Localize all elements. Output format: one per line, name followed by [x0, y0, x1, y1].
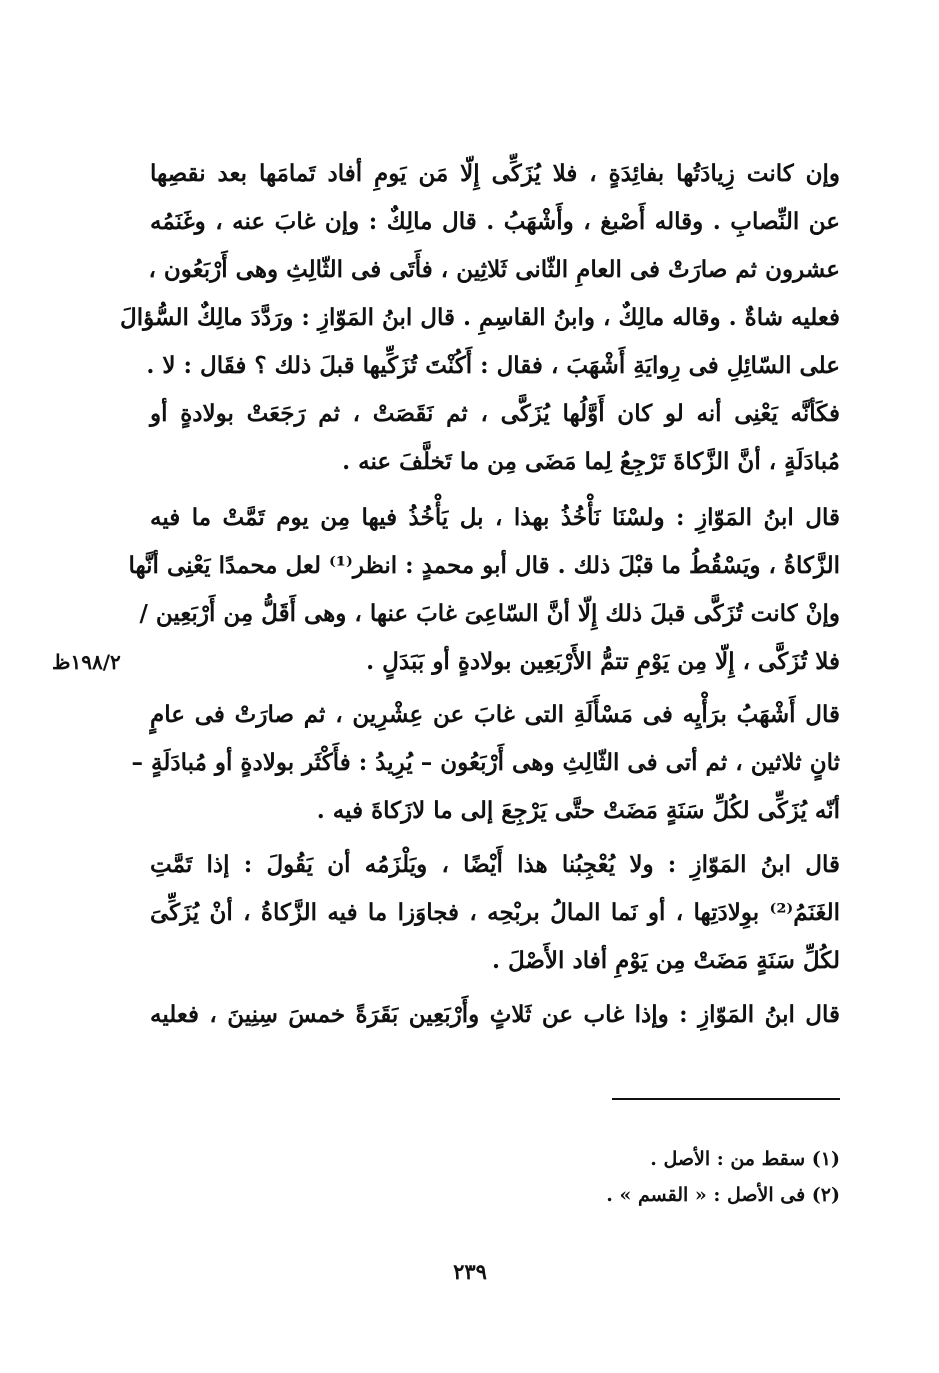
text-line: عشرون ثم صارَتْ فى العامِ الثّانى ثَلاثِين ، فأَتَى فى الثّالِثِ وهى أَرْبَعُون ، — [148, 256, 840, 283]
paragraph-3 — [131, 691, 840, 835]
paragraph-4 — [150, 841, 840, 985]
text-line: الغَنَمُ⁽²⁾ بوِلادَتِها ، أو نَما المالُ بربْحِه ، فجاوَزا ما فيه الزَّكاةُ ، أنْ يُزَكِّىَ — [150, 899, 840, 926]
text-line: قال ابنُ المَوّازِ : ولا يُعْجِبُنا هذا أَيْضًا ، ويَلْزَمُه أن يَقُولَ : إذا تَمَّتِ — [150, 851, 840, 878]
footnote-divider — [612, 1098, 840, 1100]
footnote-1: (١) سقط من : الأصل . — [650, 1148, 840, 1170]
text-line: فلا تُزَكَّى ، إِلّا مِن يَوْمِ تتمُّ الأَرْبَعِين بولادةٍ أو بَبَدَلٍ . — [366, 648, 840, 675]
text-line: فكَأنَّه يَعْنِى أنه لو كان أَوَّلُها يُزَكَّى ، ثم نَقَصَتْ ، ثم رَجَعَتْ بولادةٍ أو — [150, 400, 840, 427]
text-line: وإن كانت زِيادَتُها بفائِدَةٍ ، فلا يُزَكِّى إِلّا مَن يَومِ أفاد تَمامَها بعد نقصِها — [150, 160, 840, 187]
paragraph-2 — [128, 494, 840, 686]
text-line: أنّه يُزَكِّى لكُلِّ سَنَةٍ مَضَتْ حتَّى يَرْجِعَ إلى ما لازَكاةَ فيه . — [316, 797, 840, 824]
text-line: قال ابنُ المَوّازِ : ولسْنَا نَأْخُذُ بهذا ، بل يَأْخُذُ فيها مِن يوم تَمَّتْ ما فيه — [150, 504, 840, 531]
footnote-2: (٢) فى الأصل : « القسم » . — [606, 1184, 840, 1206]
margin-folio-note: ١٩٨/٢ظ — [52, 650, 121, 674]
text-line: الزَّكاةُ ، ويَسْقُطُ ما قبْلَ ذلك . قال أبو محمدٍ : انظر⁽¹⁾ لعل محمدًا يَعْنِى أنَّها — [128, 552, 840, 579]
text-line: مُبادَلَةٍ ، أنَّ الزَّكاةَ تَرْجِعُ لِما مَضَى مِن ما تَخلَّفَ عنه . — [342, 448, 840, 475]
text-line: قال ابنُ المَوّازِ : وإذا غاب عن ثَلاثٍ وأَرْبَعِين بَقَرَةً خمسَ سِنِينَ ، فعليه — [150, 1001, 840, 1028]
text-line: قال أَشْهَبُ برَأْيِه فى مَسْأَلَةِ التى غابَ عن عِشْرِين ، ثم صارَتْ فى عامٍ — [150, 701, 840, 728]
paragraph-5 — [150, 991, 840, 1039]
text-line: فعليه شاةٌ . وقاله مالِكٌ ، وابنُ القاسِمِ . قال ابنُ المَوّازِ : ورَدَّدَ مالِكٌ السُّؤالَ — [120, 304, 840, 331]
page-number: ٢٣٩ — [453, 1259, 487, 1284]
text-line: ثانٍ ثلاثين ، ثم أتى فى الثّالِثِ وهى أَرْبَعُون – يُرِيدُ : فأَكْثَر بولادةٍ أو مُبادَلَةٍ – — [131, 749, 840, 776]
text-line: لكُلِّ سَنَةٍ مَضَتْ مِن يَوْمِ أفاد الأَصْلَ . — [491, 947, 840, 974]
footnotes — [400, 1141, 840, 1213]
text-line: وإنْ كانت تُزَكَّى قبلَ ذلك إِلّا أنَّ السّاعِىَ غابَ عنها ، وهى أَقَلُّ مِن أَرْبَعِين / — [139, 600, 840, 627]
text-line: على السّائِلِ فى رِوايَةِ أَشْهَبَ ، فقال : أَكُنْتَ تُزَكِّيها قبلَ ذلك ؟ فقَال : لا . — [146, 352, 840, 379]
paragraph-1 — [120, 150, 840, 486]
text-line: عن النِّصابِ . وقاله أَصْبغ ، وأَشْهَبُ . قال مالِكٌ : وإن غابَ عنه ، وغَنَمُه — [150, 208, 840, 235]
